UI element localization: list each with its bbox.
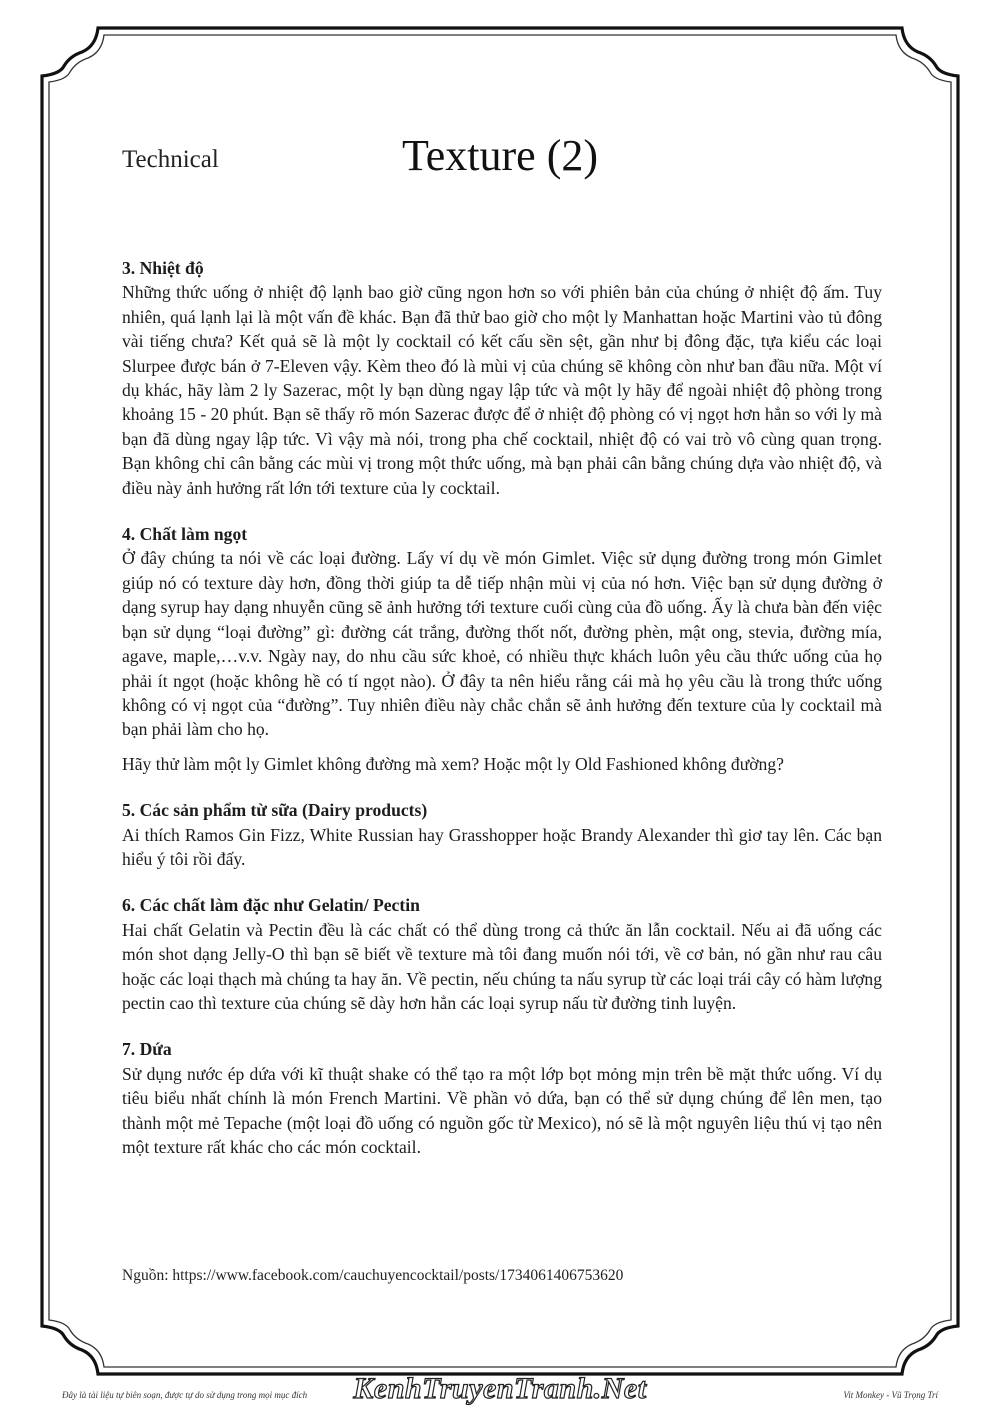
section-body: Ai thích Ramos Gin Fizz, White Russian hay Grasshopper hoặc Brandy Alexander thì giơ tay lên. Các bạn hiểu ý tôi rồi đấy. <box>122 824 882 869</box>
page-title: Texture (2) <box>401 131 599 180</box>
source-link[interactable]: Nguồn: https://www.facebook.com/cauchuyencocktail/posts/1734061406753620 <box>122 1267 624 1284</box>
section-dairy-products <box>122 798 882 871</box>
section-body: Hai chất Gelatin và Pectin đều là các chất có thể dùng trong cả thức ăn lẫn cocktail. Nếu ai đã uống các món shot dạng Jelly-O thì bạn sẽ biết về texture mà tôi đang muốn nói tới, về cơ bản, nó gần như rau câu hoặc các loại thạch mà chúng ta hay ăn. Về pectin, nếu chúng ta nấu syrup từ các loại trái cây có hàm lượng pectin cao thì texture của chúng sẽ dày hơn hẳn các loại syrup nấu từ đường tinh luyện. <box>122 919 882 1013</box>
section-body: Ở đây chúng ta nói về các loại đường. Lấy ví dụ về món Gimlet. Việc sử dụng đường trong món Gimlet giúp nó có texture dày hơn, đồng thời giúp ta dễ tiếp nhận mùi vị của nó hơn. Việc bạn sử dụng đường ở dạng syrup hay dạng nhuyễn cũng sẽ ảnh hưởng tới texture cuối cùng của đồ uống. Ấy là chưa bàn đến việc bạn sử dụng “loại đường” gì: đường cát trắng, đường thốt nốt, đường phèn, mật ong, stevia, đường mía, agave, maple,…v.v. Ngày nay, do nhu cầu sức khoẻ, có nhiều thực khách luôn yêu cầu thức uống của họ phải ít ngọt (hoặc không hề có tí ngọt nào). Ở đây ta nên hiểu rằng cái mà họ yêu cầu là trong thức uống không có vị ngọt của “đường”. Tuy nhiên điều này chắc chắn sẽ ảnh hưởng đến texture của ly cocktail mà bạn phải làm cho họ. <box>122 548 882 740</box>
section-heading: 5. Các sản phẩm từ sữa (Dairy products) <box>122 800 428 821</box>
section-heading: 3. Nhiệt độ <box>122 258 204 278</box>
section-thickeners <box>122 893 882 1015</box>
section-heading: 7. Dứa <box>122 1039 172 1060</box>
section-heading: 4. Chất làm ngọt <box>122 524 248 545</box>
section-body: Những thức uống ở nhiệt độ lạnh bao giờ cũng ngon hơn so với phiên bản của chúng ở nhiệt độ ấm. Tuy nhiên, quá lạnh lại là một vấn đề khác. Bạn đã thử bao giờ cho một ly Manhattan hoặc Martini vào tủ đông vài tiếng chưa? Kết quả sẽ là một ly cocktail có kết cấu sền sệt, gần như bị đông đặc, tựa kiểu các loại Slurpee được bán ở 7-Eleven vậy. Kèm theo đó là mùi vị của chúng sẽ không còn như ban đầu nữa. Một ví dụ khác, hãy làm 2 ly Sazerac, một ly bạn dùng ngay lập tức và một ly hãy để ngoài nhiệt độ phòng trong khoảng 15 - 20 phút. Bạn sẽ thấy rõ món Sazerac được để ở nhiệt độ phòng có vị ngọt hơn hẳn so với ly mà bạn đã dùng ngay lập tức. Vì vậy mà nói, trong pha chế cocktail, nhiệt độ có vai trò vô cùng quan trọng. Bạn không chỉ cân bằng các mùi vị trong một thức uống, mà bạn phải cân bằng chúng dựa vào nhiệt độ, và điều này ảnh hưởng rất lớn tới texture của ly cocktail. <box>122 282 882 498</box>
section-extra-paragraph: Hãy thử làm một ly Gimlet không đường mà xem? Hoặc một ly Old Fashioned không đường? <box>122 753 784 774</box>
footer-disclaimer: Đây là tài liệu tự biên soạn, được tự do sử dụng trong mọi mục đích <box>62 1390 308 1400</box>
article-content <box>122 256 882 1181</box>
section-body: Sử dụng nước ép dứa với kĩ thuật shake có thể tạo ra một lớp bọt mỏng mịn trên bề mặt thức uống. Ví dụ tiêu biểu nhất chính là món French Martini. Về phần vỏ dứa, bạn có thể sử dụng chúng để lên men, tạo thành một mẻ Tepache (một loại đồ uống có nguồn gốc từ Mexico), nó sẽ là một nguyên liệu thú vị tạo nên một texture rất khác cho các món cocktail. <box>122 1063 882 1157</box>
section-pineapple <box>122 1037 882 1159</box>
section-heading: 6. Các chất làm đặc như Gelatin/ Pectin <box>122 895 420 916</box>
category-label: Technical <box>122 146 219 173</box>
section-sweeteners <box>122 522 882 776</box>
footer-author: Vit Monkey - Vũ Trọng Trí <box>843 1390 938 1400</box>
footer-watermark-logo: KenhTruyenTranh.Net <box>353 1372 647 1405</box>
section-temperature <box>122 256 882 500</box>
